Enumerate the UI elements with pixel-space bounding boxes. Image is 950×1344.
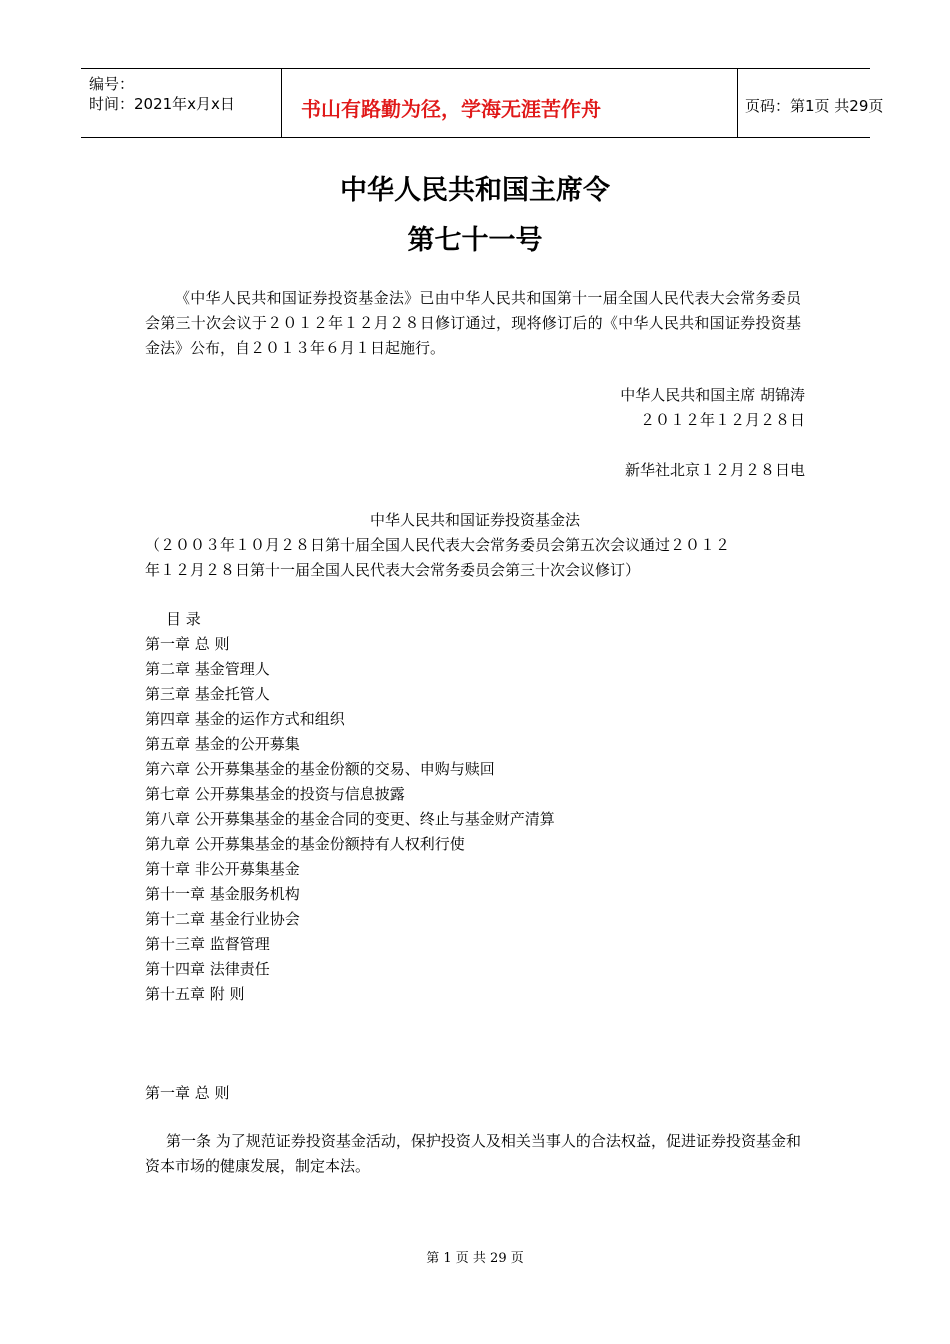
law-note-line-1: （２００３年１０月２８日第十届全国人民代表大会常务委员会第五次会议通过２０１２ — [145, 536, 731, 554]
toc-item: 第九章 公开募集基金的基金份额持有人权利行使 — [145, 835, 465, 853]
table-of-contents — [145, 609, 555, 1009]
document-number-label: 编号： — [89, 75, 135, 93]
signature-date: ２０１２年１２月２８日 — [639, 411, 805, 429]
toc-item: 第十三章 监督管理 — [145, 935, 270, 953]
signature-signer: 中华人民共和国主席 胡锦涛 — [620, 386, 805, 404]
intro-paragraph: 《中华人民共和国证券投资基金法》已由中华人民共和国第十一届全国人民代表大会常务委员会第三十次会议于２０１２年１２月２８日修订通过，现将修订后的《中华人民共和国证券投资基金法》公布，自２０１３年６月１日起施行。 — [145, 289, 801, 357]
law-title: 中华人民共和国证券投资基金法 — [369, 511, 580, 529]
article-1-text: 第一条 为了规范证券投资基金活动，保护投资人及相关当事人的合法权益，促进证券投资基金和资本市场的健康发展，制定本法。 — [145, 1132, 801, 1175]
toc-item: 第七章 公开募集基金的投资与信息披露 — [145, 785, 405, 803]
toc-item: 第四章 基金的运作方式和组织 — [145, 710, 345, 728]
toc-item: 第十二章 基金行业协会 — [145, 910, 300, 928]
chapter-1-heading: 第一章 总 则 — [145, 1084, 230, 1102]
header-left-cell — [81, 69, 282, 137]
header-motto-cell — [281, 69, 738, 137]
toc-item: 第十四章 法律责任 — [145, 960, 270, 978]
toc-item: 第八章 公开募集基金的基金合同的变更、终止与基金财产清算 — [145, 810, 555, 828]
toc-item: 第十一章 基金服务机构 — [145, 885, 300, 903]
dateline: 新华社北京１２月２８日电 — [624, 461, 805, 479]
page-footer: 第 1 页 共 29 页 — [426, 1251, 524, 1266]
toc-item: 第二章 基金管理人 — [145, 660, 270, 678]
header-motto: 书山有路勤为径，学海无涯苦作舟 — [301, 97, 601, 121]
order-number: 第七十一号 — [407, 225, 543, 256]
document-header — [81, 68, 884, 138]
toc-heading: 目 录 — [166, 610, 201, 628]
header-right-cell — [737, 69, 884, 137]
document-time-label: 时间：2021年x月x日 — [89, 95, 235, 113]
toc-item: 第三章 基金托管人 — [145, 685, 270, 703]
toc-item: 第十五章 附 则 — [145, 985, 245, 1003]
toc-item: 第十章 非公开募集基金 — [145, 860, 300, 878]
toc-item: 第五章 基金的公开募集 — [145, 735, 300, 753]
toc-item: 第六章 公开募集基金的基金份额的交易、申购与赎回 — [145, 760, 495, 778]
toc-item: 第一章 总 则 — [145, 635, 230, 653]
page-title: 中华人民共和国主席令 — [340, 175, 610, 206]
law-note-line-2: 年１２月２８日第十一届全国人民代表大会常务委员会第三十次会议修订） — [145, 561, 641, 579]
header-page-label: 页码：第1页 共29页 — [745, 97, 884, 115]
